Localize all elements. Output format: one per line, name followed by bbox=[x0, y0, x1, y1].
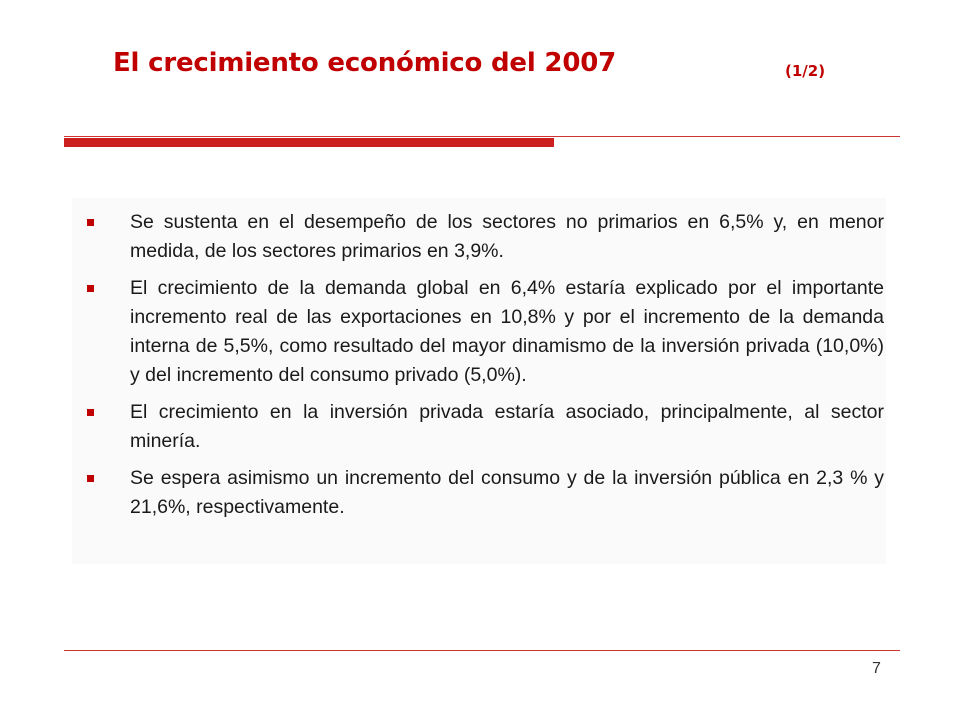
bullet-item bbox=[72, 274, 886, 390]
bullet-item bbox=[72, 398, 886, 456]
content-box bbox=[72, 198, 886, 564]
bullet-text: Se espera asimismo un incremento del consumo y de la inversión pública en 2,3 % y 21,6%, respectivamente. bbox=[130, 467, 884, 518]
bullet-item bbox=[72, 464, 886, 522]
square-bullet-icon bbox=[87, 409, 94, 416]
bullet-text: El crecimiento de la demanda global en 6,4% estaría explicado por el importante incremento real de las exportaciones en 10,8% y por el incremento de la demanda interna de 5,5%, como resultado del mayor dinamismo de la inversión privada (10,0%) y del incremento del consumo privado (5,0%). bbox=[130, 277, 884, 386]
page-number: 7 bbox=[872, 660, 881, 677]
square-bullet-icon bbox=[87, 475, 94, 482]
square-bullet-icon bbox=[87, 285, 94, 292]
footer-divider-line bbox=[64, 650, 900, 651]
title-accent-bar bbox=[64, 138, 554, 147]
bullet-list bbox=[72, 198, 886, 522]
slide-part-indicator: (1/2) bbox=[785, 62, 826, 80]
bullet-text: Se sustenta en el desempeño de los sectores no primarios en 6,5% y, en menor medida, de los sectores primarios en 3,9%. bbox=[130, 211, 884, 262]
bullet-item bbox=[72, 198, 886, 266]
bullet-text: El crecimiento en la inversión privada estaría asociado, principalmente, al sector minería. bbox=[130, 401, 884, 452]
square-bullet-icon bbox=[87, 219, 94, 226]
slide-title: El crecimiento económico del 2007 bbox=[113, 48, 616, 78]
title-divider-line bbox=[64, 136, 900, 137]
